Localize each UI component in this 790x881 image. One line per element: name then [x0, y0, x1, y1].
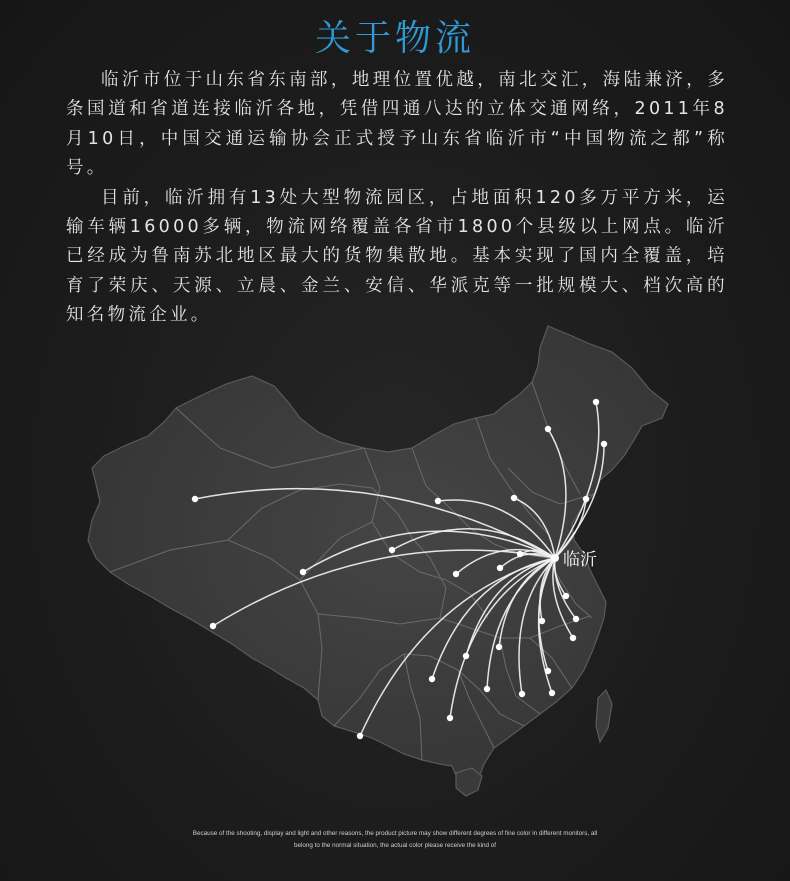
intro-paragraph-2: 目前，临沂拥有13处大型物流园区，占地面积120多万平方米，运输车辆16000多辆，物流网络覆盖各省市1800个县级以上网点。临沂已经成为鲁南苏北地区最大的货物集散地。基本实现了国内全覆盖，培育了荣庆、天源、立晨、金兰、安信、华派克等一批规模大、档次高的知名物流企业。	[66, 187, 728, 326]
destination-dot-icon	[389, 547, 395, 553]
destination-dot-icon	[447, 715, 453, 721]
destination-dot-icon	[484, 686, 490, 692]
disclaimer-line-1: Because of the shooting, display and light and other reasons, the product picture may show different degrees of fine color in different monitors, all	[192, 830, 598, 837]
destination-dot-icon	[601, 441, 607, 447]
intro-paragraph-1: 临沂市位于山东省东南部，地理位置优越，南北交汇，海陆兼济，多条国道和省道连接临沂各地，凭借四通八达的立体交通网络，2011年8月10日，中国交通运输协会正式授予山东省临沂市“中国物流之都”称号。	[66, 70, 728, 179]
destination-dot-icon	[497, 565, 503, 571]
destination-dot-icon	[210, 623, 216, 629]
destination-dot-icon	[357, 733, 363, 739]
hub-label: 临沂	[563, 550, 597, 570]
destination-dot-icon	[563, 593, 569, 599]
destination-dot-icon	[570, 635, 576, 641]
logistics-map	[0, 318, 790, 828]
destination-dot-icon	[511, 495, 517, 501]
destination-dot-icon	[300, 569, 306, 575]
destination-dot-icon	[593, 399, 599, 405]
destination-dot-icon	[463, 653, 469, 659]
destination-dot-icon	[573, 616, 579, 622]
taiwan-island-shape	[596, 690, 612, 742]
destination-dot-icon	[429, 676, 435, 682]
destination-dot-icon	[453, 571, 459, 577]
destination-dot-icon	[192, 496, 198, 502]
page-title: 关于物流	[314, 18, 475, 59]
destination-dot-icon	[519, 691, 525, 697]
china-map-icon	[0, 318, 790, 828]
destination-dot-icon	[545, 426, 551, 432]
destination-dot-icon	[549, 690, 555, 696]
destination-dot-icon	[435, 498, 441, 504]
hainan-island-shape	[456, 768, 482, 796]
destination-dot-icon	[545, 668, 551, 674]
destination-dot-icon	[496, 644, 502, 650]
intro-text	[66, 66, 728, 331]
disclaimer-text	[130, 828, 660, 852]
destination-dot-icon	[539, 618, 545, 624]
disclaimer-line-2: belong to the normal situation, the actual color please receive the kind of	[294, 842, 496, 849]
destination-dot-icon	[517, 551, 523, 557]
destination-dot-icon	[583, 496, 589, 502]
hub-dot-icon	[551, 554, 559, 562]
